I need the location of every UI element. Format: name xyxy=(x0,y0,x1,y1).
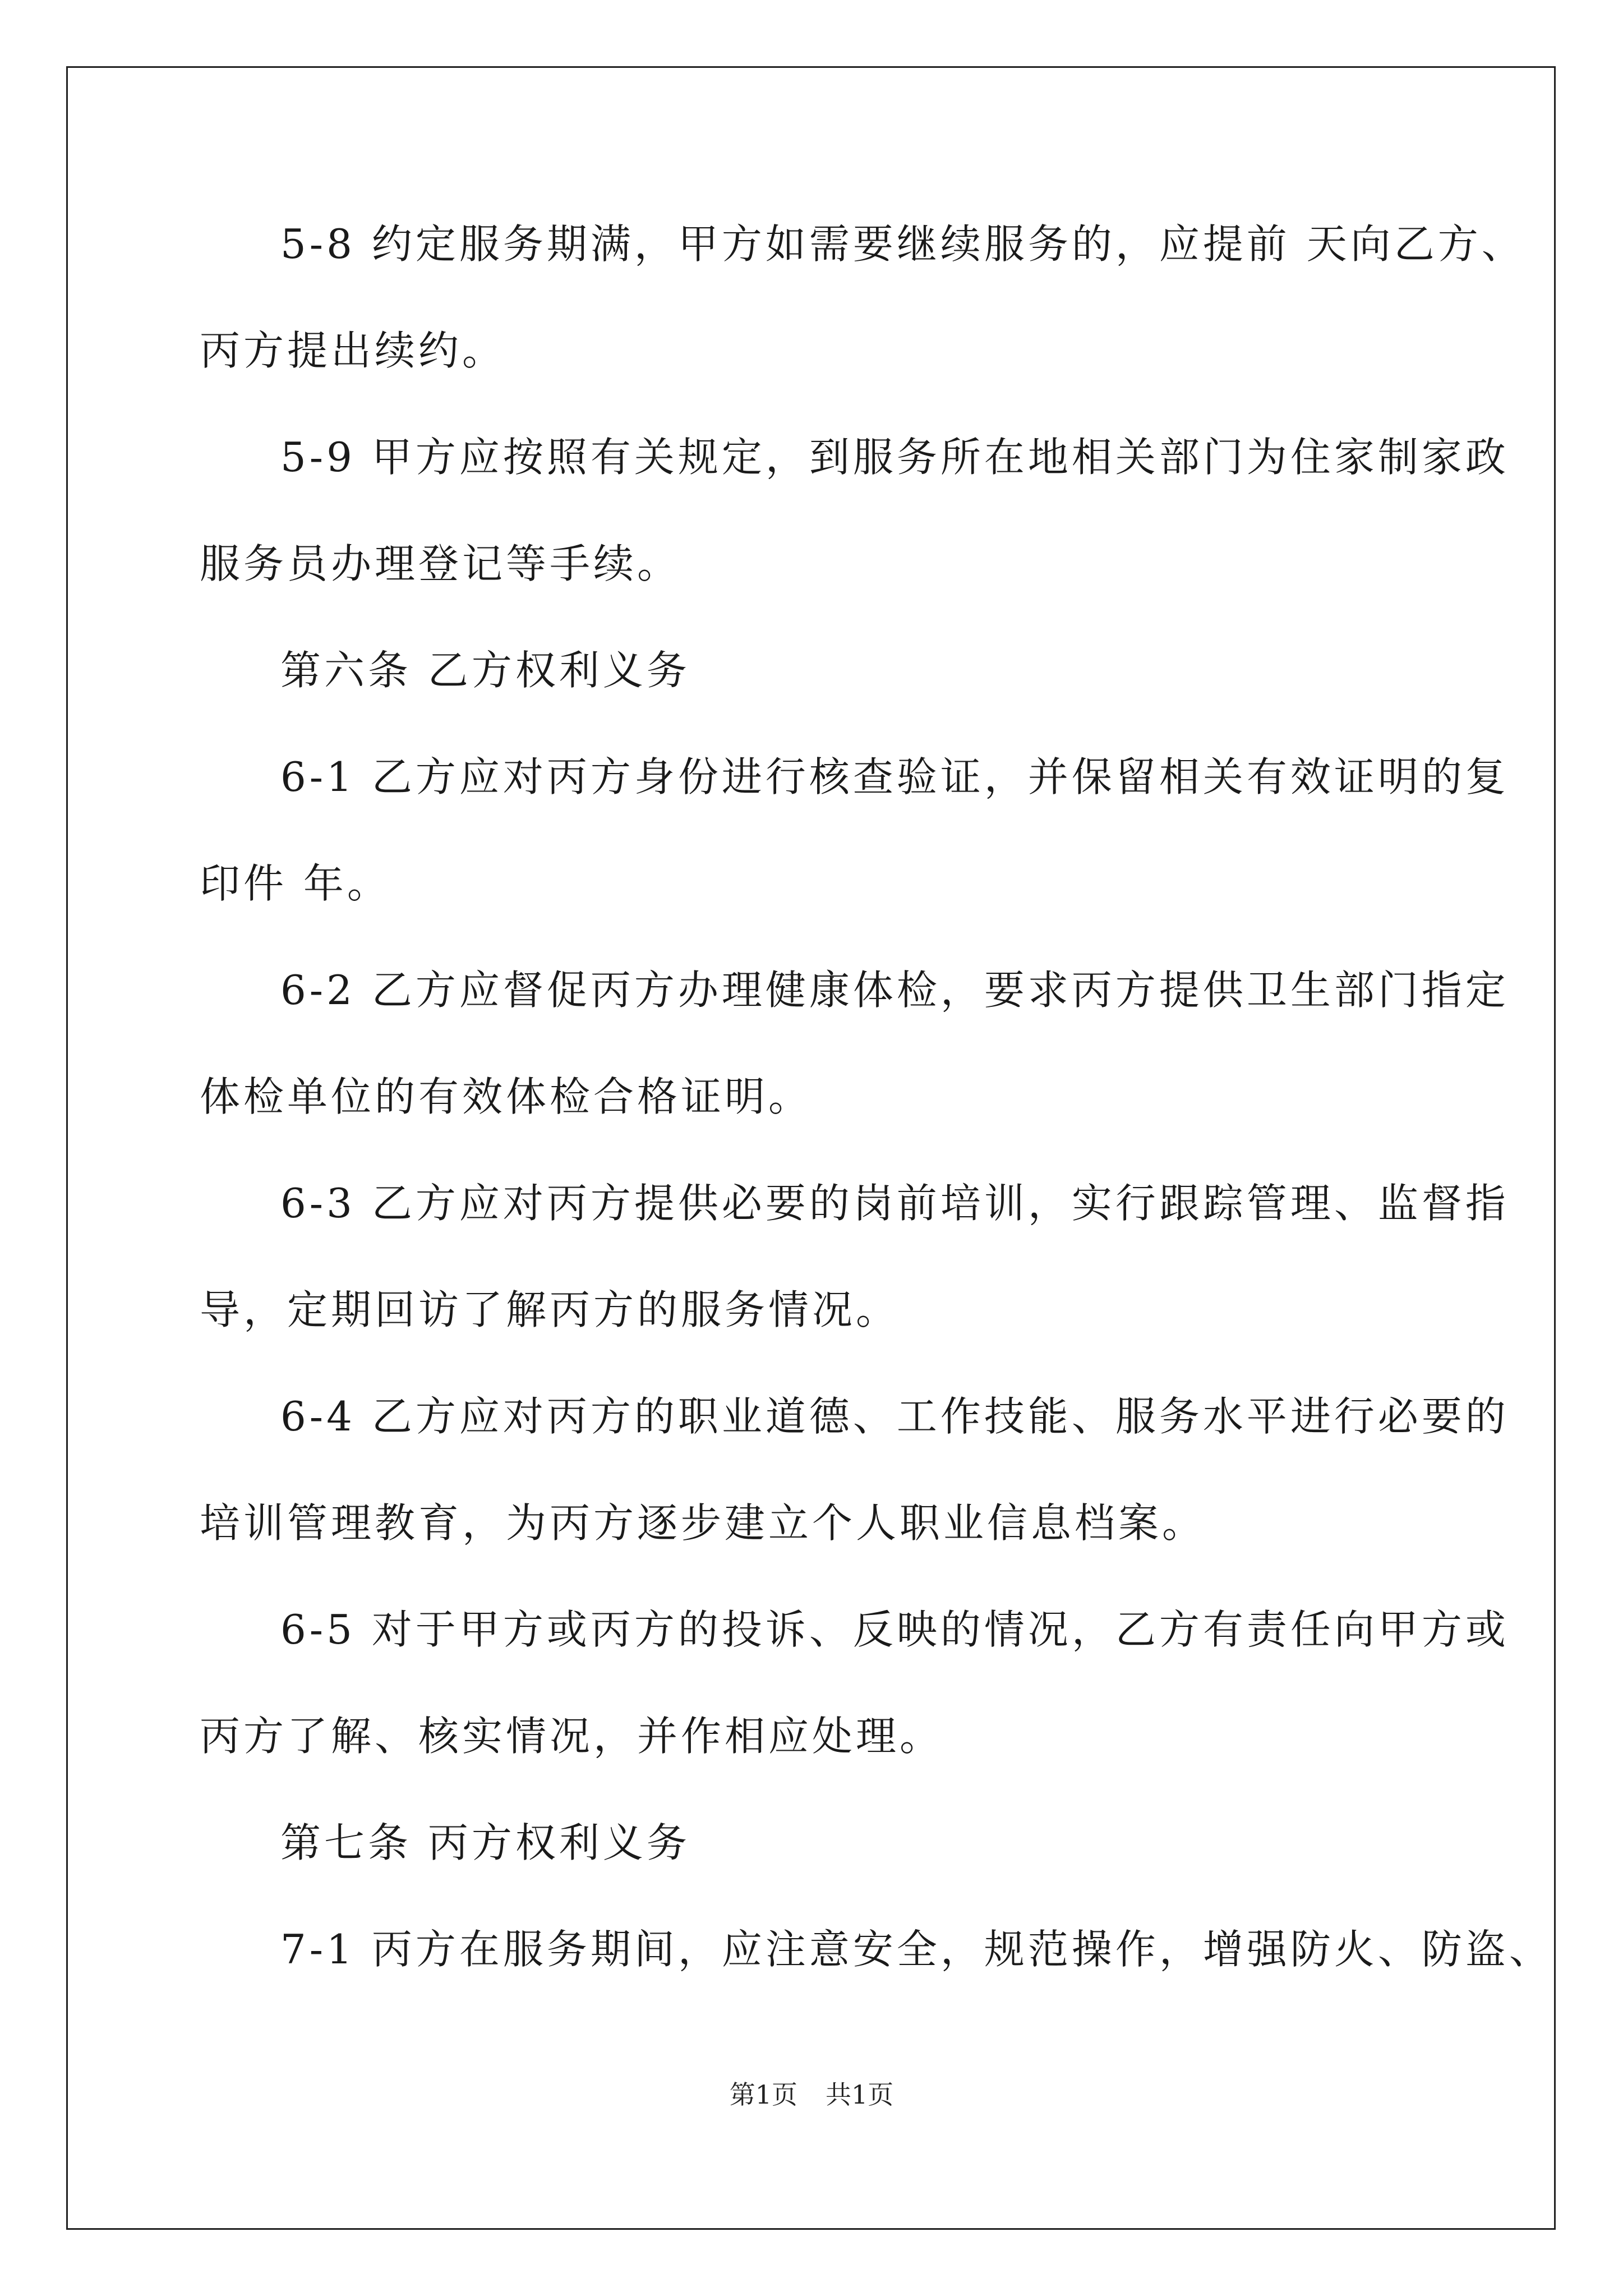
paragraph-5-8-line-1: 5-8 约定服务期满，甲方如需要继续服务的，应提前 天向乙方、 xyxy=(280,220,1525,268)
paragraph-5-9-line-1: 5-9 甲方应按照有关规定，到服务所在地相关部门为住家制家政 xyxy=(280,434,1509,481)
paragraph-6-4-line-1: 6-4 乙方应对丙方的职业道德、工作技能、服务水平进行必要的 xyxy=(280,1393,1509,1440)
paragraph-6-1-line-2: 印件 年。 xyxy=(200,860,391,907)
paragraph-6-5-line-1: 6-5 对于甲方或丙方的投诉、反映的情况，乙方有责任向甲方或 xyxy=(280,1606,1509,1653)
paragraph-6-5-line-2: 丙方了解、核实情况，并作相应处理。 xyxy=(200,1713,944,1760)
paragraph-6-2-line-2: 体检单位的有效体检合格证明。 xyxy=(200,1073,813,1120)
page-number-current: 第1页 xyxy=(729,2079,797,2110)
page-border xyxy=(66,66,1556,2230)
paragraph-6-1-line-1: 6-1 乙方应对丙方身份进行核查验证，并保留相关有效证明的复 xyxy=(280,753,1509,800)
paragraph-6-3-line-1: 6-3 乙方应对丙方提供必要的岗前培训，实行跟踪管理、监督指 xyxy=(280,1180,1509,1227)
article-7-heading: 第七条 丙方权利义务 xyxy=(280,1819,690,1866)
paragraph-5-9-line-2: 服务员办理登记等手续。 xyxy=(200,540,681,587)
article-6-heading: 第六条 乙方权利义务 xyxy=(280,647,690,694)
page-number-total: 共1页 xyxy=(826,2079,894,2110)
paragraph-7-1-line-1: 7-1 丙方在服务期间，应注意安全，规范操作，增强防火、防盗、 xyxy=(280,1926,1553,1973)
paragraph-6-4-line-2: 培训管理教育，为丙方逐步建立个人职业信息档案。 xyxy=(200,1499,1206,1547)
page-footer xyxy=(0,2078,1623,2111)
paragraph-6-2-line-1: 6-2 乙方应督促丙方办理健康体检，要求丙方提供卫生部门指定 xyxy=(280,967,1509,1014)
paragraph-6-3-line-2: 导，定期回访了解丙方的服务情况。 xyxy=(200,1286,900,1333)
paragraph-5-8-line-2: 丙方提出续约。 xyxy=(200,327,506,374)
